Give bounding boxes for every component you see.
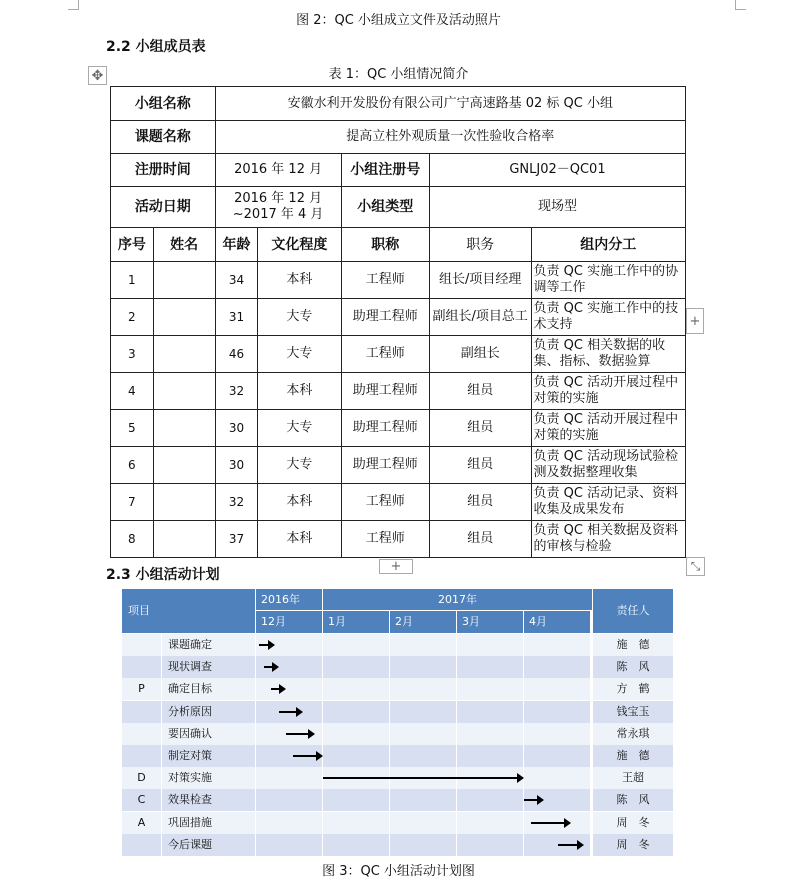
gantt-month-cell [457, 723, 524, 745]
section-heading-plan: 2.3 小组活动计划 [106, 567, 220, 583]
member-title: 工程师 [341, 336, 429, 373]
gantt-owner-cell: 施 德 [593, 745, 673, 767]
gantt-year-2016 [256, 589, 322, 610]
member-age: 37 [215, 521, 258, 558]
activity-date-start: 2016 年 12 月 [234, 191, 323, 206]
gantt-month-cell [390, 656, 457, 678]
table-row [111, 262, 686, 299]
gantt-month-header: 1月 [323, 611, 389, 633]
gantt-month-cell [256, 678, 323, 700]
member-education: 大专 [258, 336, 341, 373]
member-education: 本科 [258, 484, 341, 521]
gantt-row [122, 812, 673, 834]
table-row [111, 447, 686, 484]
header-title: 职称 [341, 228, 429, 262]
member-age: 34 [215, 262, 258, 299]
section-heading-members: 2.2 小组成员表 [106, 39, 206, 55]
figure-2-caption: 图 2：QC 小组成立文件及活动照片 [296, 13, 501, 28]
member-title: 助理工程师 [341, 373, 429, 410]
gantt-month-header: 12月 [256, 611, 322, 633]
label-activity-date: 活动日期 [111, 187, 216, 228]
gantt-owner-cell: 陈 风 [593, 656, 673, 678]
gantt-month-cell [457, 701, 524, 723]
gantt-month-cell [323, 745, 390, 767]
label-reg-time: 注册时间 [111, 154, 216, 187]
member-no: 6 [111, 447, 154, 484]
member-no: 2 [111, 299, 154, 336]
member-duty: 负责 QC 活动开展过程中对策的实施 [531, 373, 685, 410]
gantt-row [122, 834, 673, 856]
gantt-phase-cell [122, 834, 162, 856]
member-age: 32 [215, 484, 258, 521]
member-name [153, 484, 215, 521]
activity-plan-gantt [122, 589, 673, 856]
gantt-row [122, 745, 673, 767]
member-name [153, 262, 215, 299]
gantt-header-item [122, 589, 255, 633]
gantt-month-cell [524, 767, 591, 789]
value-reg-no: GNLJ02－QC01 [429, 154, 685, 187]
gantt-item-header: 项目 [128, 604, 150, 617]
plus-icon: + [689, 313, 701, 329]
label-group-type: 小组类型 [341, 187, 429, 228]
gantt-schedule-arrow [271, 688, 280, 690]
gantt-month-cell [457, 634, 524, 656]
gantt-month-cell [256, 767, 323, 789]
member-no: 8 [111, 521, 154, 558]
gantt-row [122, 767, 673, 789]
gantt-task-cell: 今后课题 [162, 834, 256, 856]
gantt-row [122, 723, 673, 745]
gantt-phase-cell: D [122, 767, 162, 789]
gantt-owner-cell: 王超 [593, 767, 673, 789]
member-duty: 负责 QC 实施工作中的协调等工作 [531, 262, 685, 299]
gantt-month-cell [256, 834, 323, 856]
member-no: 3 [111, 336, 154, 373]
gantt-month-cell [524, 634, 591, 656]
member-post: 组员 [429, 521, 531, 558]
gantt-schedule-arrow [264, 666, 273, 668]
member-education: 本科 [258, 373, 341, 410]
figure-3-caption: 图 3：QC 小组活动计划图 [322, 864, 475, 879]
member-name [153, 373, 215, 410]
member-education: 大专 [258, 410, 341, 447]
member-age: 30 [215, 447, 258, 484]
gantt-month-cell [390, 678, 457, 700]
header-no: 序号 [111, 228, 154, 262]
member-title: 工程师 [341, 521, 429, 558]
member-name [153, 410, 215, 447]
header-duty: 组内分工 [531, 228, 685, 262]
member-education: 大专 [258, 299, 341, 336]
label-reg-no: 小组注册号 [341, 154, 429, 187]
gantt-task-cell: 课题确定 [162, 634, 256, 656]
gantt-schedule-arrow [531, 822, 565, 824]
gantt-phase-cell [122, 745, 162, 767]
gantt-owner-header: 责任人 [616, 604, 650, 617]
gantt-task-cell: 对策实施 [162, 767, 256, 789]
table-row [111, 336, 686, 373]
gantt-phase-cell [122, 656, 162, 678]
member-duty: 负责 QC 活动开展过程中对策的实施 [531, 410, 685, 447]
member-post: 组员 [429, 373, 531, 410]
member-title: 助理工程师 [341, 410, 429, 447]
member-name [153, 299, 215, 336]
gantt-month-cell [524, 678, 591, 700]
gantt-owner-cell: 施 德 [593, 634, 673, 656]
gantt-task-cell: 分析原因 [162, 701, 256, 723]
gantt-owner-cell: 常永琪 [593, 723, 673, 745]
member-duty: 负责 QC 相关数据及资料的审核与检验 [531, 521, 685, 558]
gantt-month-header: 3月 [457, 611, 523, 633]
gantt-phase-cell: A [122, 812, 162, 834]
member-table [110, 86, 686, 558]
gantt-task-cell: 现状调查 [162, 656, 256, 678]
gantt-phase-cell [122, 634, 162, 656]
member-education: 本科 [258, 262, 341, 299]
gantt-month-cell [390, 701, 457, 723]
gantt-phase-cell: C [122, 789, 162, 811]
gantt-owner-cell: 方 鹤 [593, 678, 673, 700]
gantt-month-cell [390, 745, 457, 767]
add-row-button[interactable] [379, 559, 413, 574]
member-post: 组员 [429, 484, 531, 521]
move-icon: ✥ [91, 67, 104, 84]
member-no: 1 [111, 262, 154, 299]
gantt-month-cell [256, 789, 323, 811]
gantt-schedule-arrow [524, 799, 538, 801]
member-title: 工程师 [341, 262, 429, 299]
gantt-phase-cell [122, 723, 162, 745]
member-name [153, 521, 215, 558]
value-topic: 提高立柱外观质量一次性验收合格率 [215, 121, 685, 154]
gantt-month-cell [390, 812, 457, 834]
resize-icon: ⤡ [690, 559, 701, 573]
header-post: 职务 [429, 228, 531, 262]
header-name: 姓名 [153, 228, 215, 262]
gantt-month-cell [323, 634, 390, 656]
gantt-task-cell: 巩固措施 [162, 812, 256, 834]
plus-icon: + [390, 559, 402, 574]
gantt-month-cell [256, 812, 323, 834]
gantt-month-cell [323, 723, 390, 745]
table-row [111, 373, 686, 410]
member-title: 助理工程师 [341, 447, 429, 484]
gantt-month-cell [524, 656, 591, 678]
gantt-owner-cell: 钱宝玉 [593, 701, 673, 723]
gantt-schedule-arrow [286, 733, 309, 735]
gantt-month-cell [390, 723, 457, 745]
member-age: 30 [215, 410, 258, 447]
gantt-month-cell [323, 701, 390, 723]
table-1-caption: 表 1：QC 小组情况简介 [328, 67, 469, 82]
gantt-month-cell [390, 834, 457, 856]
gantt-phase-cell [122, 701, 162, 723]
gantt-schedule-arrow [259, 644, 268, 646]
gantt-month-cell [457, 745, 524, 767]
member-duty: 负责 QC 活动现场试验检测及数据整理收集 [531, 447, 685, 484]
value-group-name: 安徽水利开发股份有限公司广宁高速路基 02 标 QC 小组 [215, 87, 685, 121]
gantt-month-header: 4月 [524, 611, 590, 633]
gantt-year-2017 [323, 589, 592, 610]
table-row [111, 410, 686, 447]
label-topic: 课题名称 [111, 121, 216, 154]
gantt-owner-cell: 陈 风 [593, 789, 673, 811]
gantt-month-cell [323, 834, 390, 856]
member-duty: 负责 QC 活动记录、资料收集及成果发布 [531, 484, 685, 521]
gantt-month-cell [457, 789, 524, 811]
table-resize-handle[interactable] [686, 557, 705, 576]
table-row [111, 299, 686, 336]
gantt-month-cell [457, 678, 524, 700]
value-activity-date [215, 187, 341, 228]
gantt-row [122, 634, 673, 656]
year-2016-label: 2016年 [261, 593, 300, 606]
table-row [111, 521, 686, 558]
gantt-month-cell [524, 723, 591, 745]
label-group-name: 小组名称 [111, 87, 216, 121]
member-post: 副组长/项目总工 [429, 299, 531, 336]
year-2017-label: 2017年 [438, 593, 477, 606]
member-name [153, 336, 215, 373]
gantt-month-cell [457, 834, 524, 856]
member-post: 组员 [429, 447, 531, 484]
member-post: 副组长 [429, 336, 531, 373]
gantt-task-cell: 要因确认 [162, 723, 256, 745]
gantt-row [122, 678, 673, 700]
gantt-month-cell [457, 812, 524, 834]
gantt-schedule-arrow [558, 844, 579, 846]
gantt-month-cell [323, 812, 390, 834]
gantt-month-cell [457, 656, 524, 678]
member-no: 5 [111, 410, 154, 447]
member-duty: 负责 QC 相关数据的收集、指标、数据验算 [531, 336, 685, 373]
member-post: 组员 [429, 410, 531, 447]
member-no: 4 [111, 373, 154, 410]
gantt-row [122, 789, 673, 811]
gantt-schedule-arrow [293, 755, 317, 757]
gantt-owner-cell: 周 冬 [593, 812, 673, 834]
member-age: 32 [215, 373, 258, 410]
member-title: 工程师 [341, 484, 429, 521]
member-post: 组长/项目经理 [429, 262, 531, 299]
gantt-task-cell: 制定对策 [162, 745, 256, 767]
member-no: 7 [111, 484, 154, 521]
gantt-month-cell [323, 789, 390, 811]
member-title: 助理工程师 [341, 299, 429, 336]
gantt-header-owner [593, 589, 673, 633]
header-education: 文化程度 [258, 228, 341, 262]
gantt-month-cell [524, 701, 591, 723]
header-age: 年龄 [215, 228, 258, 262]
member-education: 本科 [258, 521, 341, 558]
member-age: 46 [215, 336, 258, 373]
gantt-phase-cell: P [122, 678, 162, 700]
member-education: 大专 [258, 447, 341, 484]
gantt-task-cell: 效果检查 [162, 789, 256, 811]
table-row [111, 484, 686, 521]
gantt-month-header: 2月 [390, 611, 456, 633]
gantt-schedule-arrow [279, 711, 296, 713]
gantt-schedule-arrow [323, 777, 518, 779]
gantt-month-cell [323, 678, 390, 700]
gantt-month-cell [390, 634, 457, 656]
member-name [153, 447, 215, 484]
gantt-row [122, 701, 673, 723]
add-column-button[interactable] [686, 308, 704, 334]
gantt-task-cell: 确定目标 [162, 678, 256, 700]
gantt-owner-cell: 周 冬 [593, 834, 673, 856]
member-age: 31 [215, 299, 258, 336]
member-duty: 负责 QC 实施工作中的技术支持 [531, 299, 685, 336]
gantt-month-cell [323, 656, 390, 678]
gantt-month-cell [390, 789, 457, 811]
value-reg-time: 2016 年 12 月 [215, 154, 341, 187]
value-group-type: 现场型 [429, 187, 685, 228]
gantt-month-cell [524, 745, 591, 767]
gantt-row [122, 656, 673, 678]
activity-date-end: ~2017 年 4 月 [232, 207, 324, 222]
